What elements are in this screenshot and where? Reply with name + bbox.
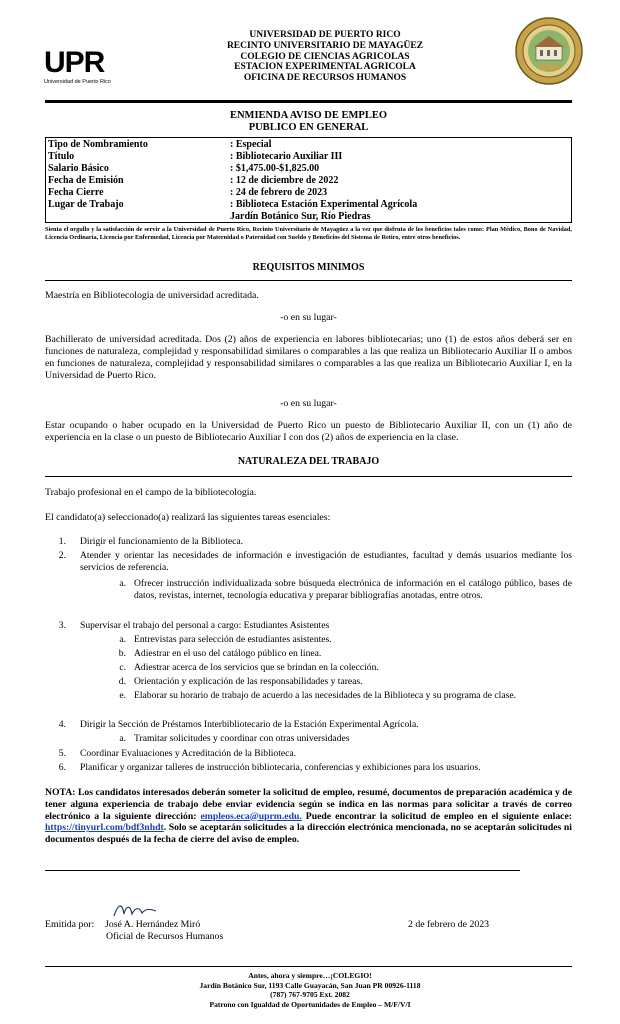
note-text: Puede encontrar la solicitud de empleo en el siguiente enlace: — [301, 810, 572, 822]
position-info-box: Tipo de Nombramiento : Especial Título : Bibliotecario Auxiliar III Salario Básico : $1,475.00-$1,825.00 Fecha de Emisión : 12 de diciembre de 2022 Fecha Cierre : 24 de febrero de 2023 Lugar de Trabajo : Biblioteca Estación Experimental Agrícola Jardín Botánico Sur, Río Piedras — [45, 137, 572, 223]
job-nature-paragraph: Trabajo profesional en el campo de la bibliotecología. — [45, 487, 257, 498]
divider — [45, 476, 572, 477]
logo-text: UPR — [44, 46, 105, 79]
divider — [45, 280, 572, 281]
notice-title — [45, 110, 572, 134]
logo-subtitle: Universidad de Puerto Rico — [44, 79, 111, 85]
header-divider — [45, 100, 572, 103]
benefits-text: Sienta el orgullo y la satisfacción de servir a la Universidad de Puerto Rico, Recinto Universitario de Mayagüez a la vez que disfruta de los beneficios tales como: Plan Médico, Bono de Navidad, Licencia Ordinaria, Licencia por Enfermedad, Licencia por Maternidad o Paternidad con Sueldo y Beneficios del Sistema de Retiro, entre otros beneficios. — [45, 226, 572, 241]
title-line-1: ENMIENDA AVISO DE EMPLEO — [229, 110, 388, 121]
header-line: UNIVERSIDAD DE PUERTO RICO — [249, 30, 401, 40]
issue-date: 2 de febrero de 2023 — [408, 919, 490, 930]
issuer-name: José A. Hernández Miró — [105, 919, 201, 930]
header-line: OFICINA DE RECURSOS HUMANOS — [243, 73, 407, 84]
note-text: . Solo se aceptarán solicitudes a la dirección electrónica mencionada, no se aceptarán solicitudes ni documentos después de la fecha de cierre del aviso de empleo. — [45, 822, 572, 846]
requirements-heading: REQUISITOS MINIMOS — [252, 262, 365, 273]
footer-line: Antes, ahora y siempre…¡COLEGIO! — [248, 971, 372, 980]
footer-line: Jardín Botánico Sur, 1193 Calle Guayacán, San Juan PR 00926-1118 — [199, 980, 421, 990]
footer-line: (787) 767-9705 Ext. 2082 — [270, 990, 350, 1000]
header-line: RECINTO UNIVERSITARIO DE MAYAGÜEZ — [226, 40, 424, 51]
requirement-paragraph: Maestría en Bibliotecología de universidad acreditada. — [45, 290, 259, 301]
footer — [120, 971, 500, 1010]
college-seal-icon — [514, 16, 584, 86]
issued-by-label: Emitida por: — [45, 919, 95, 930]
divider — [45, 870, 520, 871]
application-note — [45, 787, 572, 846]
footer-line: Patrono con Igualdad de Oportunidades de Empleo – M/F/V/I — [209, 1000, 411, 1010]
alternative-label: -o en su lugar- — [280, 312, 337, 323]
note-text: NOTA: Los candidatos interesados deberán someter la solicitud de empleo, resumé, documentos de preparación académica y de tener alguna experiencia de trabajo debe enviar evidencia según se indica en las normas para solicitar a través de correo electrónico a la siguiente dirección: — [45, 787, 572, 822]
header-line: COLEGIO DE CIENCIAS AGRICOLAS — [240, 51, 410, 62]
application-link[interactable]: https://tinyurl.com/bdf3nhdt — [45, 822, 164, 834]
upr-logo — [44, 48, 124, 88]
header-line: ESTACION EXPERIMENTAL AGRICOLA — [234, 62, 416, 73]
job-nature-heading: NATURALEZA DEL TRABAJO — [237, 456, 380, 467]
job-nature-paragraph: El candidato(a) seleccionado(a) realizará las siguientes tareas esenciales: — [45, 512, 331, 523]
requirement-paragraph: Estar ocupando o haber ocupado en la Universidad de Puerto Rico un puesto de Bibliotecario Auxiliar II, con un (1) año de experiencia en la clase o un puesto de Bibliotecario Auxiliar I con dos (2) años de experiencia en la clase. — [45, 420, 572, 443]
footer-divider — [45, 966, 572, 967]
title-line-2: PUBLICO EN GENERAL — [248, 122, 369, 133]
requirement-paragraph: Bachillerato de universidad acreditada. Dos (2) años de experiencia en labores bibliotecarias; uno (1) de estos años deberá ser en funciones de naturaleza, complejidad y responsabilidad similares o comparables a las que realiza un Bibliotecario Auxiliar II o ambos en funciones de naturaleza, complejidad y responsabilidad similares o comparables a las que realiza un Bibliotecario Auxiliar I, en la Universidad de Puerto Rico. — [45, 334, 572, 381]
issuer-role: Oficial de Recursos Humanos — [106, 931, 224, 942]
alternative-label: -o en su lugar- — [280, 398, 337, 409]
institution-header — [170, 30, 480, 84]
email-link[interactable]: empleos.eca@uprm.edu. — [200, 810, 302, 822]
